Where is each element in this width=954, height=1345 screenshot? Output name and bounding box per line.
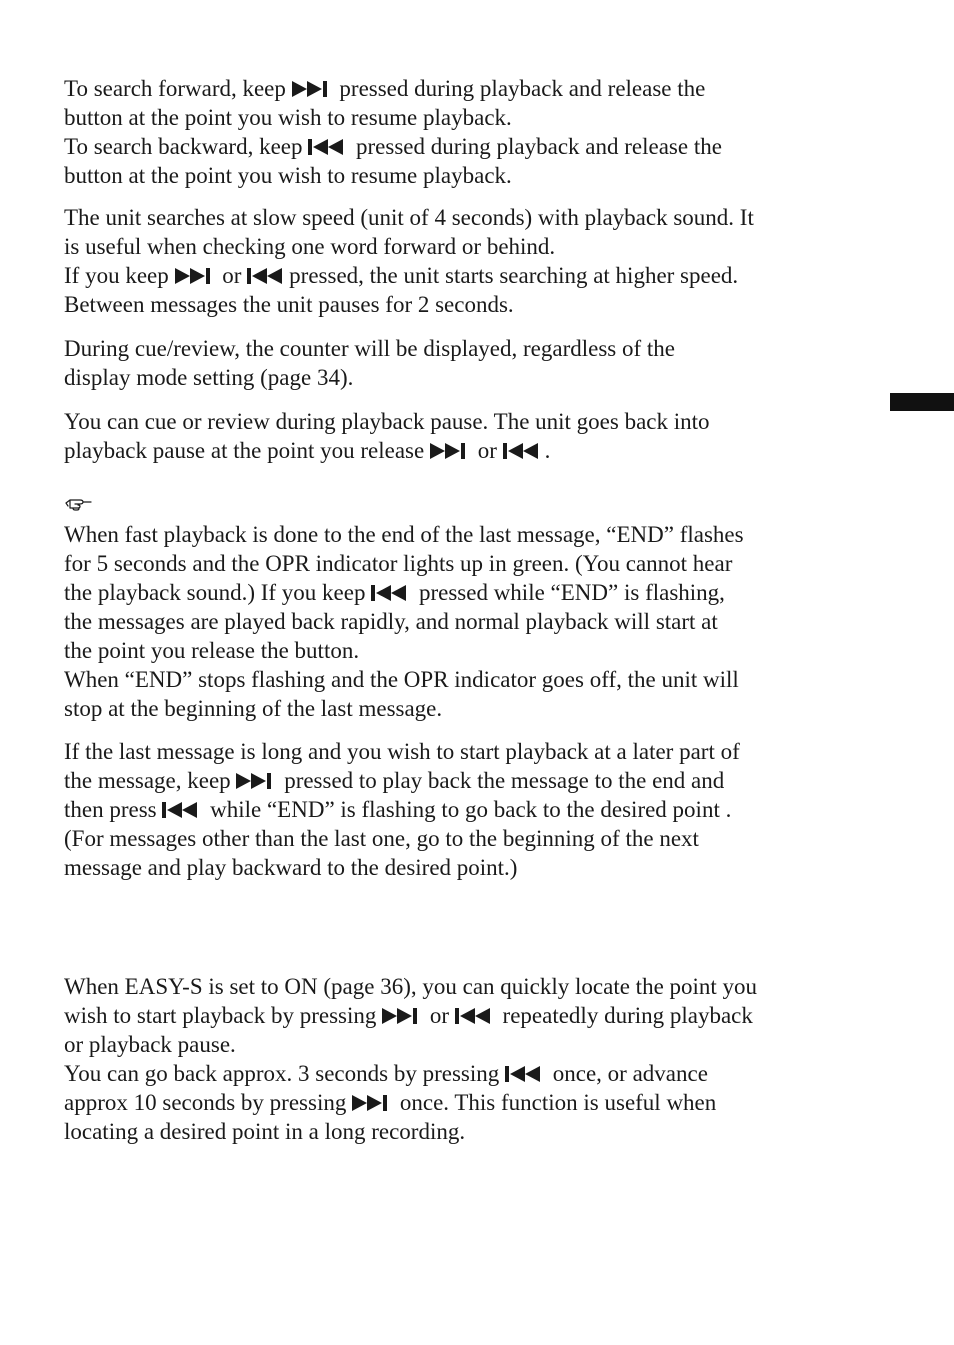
end-flash-note: When fast playback is done to the end of the last message, “END” flashes for 5 seconds and the OPR indicator lights up in green. (You cannot hear the playback sound.) If you keep pressed while “END” is flashing, the messages are played back rapidly, and normal playback will start at the point you release the button. When “END” stops flashing and the OPR indicator goes off, the unit will stop at the beginning of the last message. bbox=[64, 522, 744, 721]
rewind-icon bbox=[162, 801, 204, 819]
pause-cue-paragraph: You can cue or review during playback pause. The unit goes back into playback pause at the point you release or . bbox=[64, 409, 710, 463]
long-message-paragraph: If the last message is long and you wish to start playback at a later part of the message, keep pressed to play back the message to the end and then press while “END” is flashing to go back to the desired point . (For messages other than the last one, go to the beginning of the next message and play backward to the desired point.) bbox=[64, 739, 740, 880]
rewind-icon bbox=[455, 1007, 497, 1025]
search-instructions: To search forward, keep pressed during playback and release the button at the point you wish to resume playback. To search backward, keep pressed during playback and release the button at the point you wish to resume playback. bbox=[64, 76, 722, 188]
search-speed-paragraph: The unit searches at slow speed (unit of 4 seconds) with playback sound. It is useful when checking one word forward or behind. If you keep or pressed, the unit starts searching at higher speed. Between messages the unit pauses for 2 seconds. bbox=[64, 205, 754, 317]
fast-forward-icon bbox=[352, 1094, 394, 1112]
side-section-tab bbox=[890, 393, 954, 411]
counter-display-paragraph: During cue/review, the counter will be displayed, regardless of the display mode setting (page 34). bbox=[64, 336, 675, 390]
rewind-icon bbox=[247, 267, 289, 285]
rewind-icon bbox=[503, 442, 545, 460]
fast-forward-icon bbox=[236, 772, 278, 790]
pointing-hand-icon bbox=[64, 494, 94, 512]
fast-forward-icon bbox=[175, 267, 217, 285]
fast-forward-icon bbox=[292, 80, 334, 98]
rewind-icon bbox=[308, 138, 350, 156]
fast-forward-icon bbox=[430, 442, 472, 460]
easy-search-paragraph: When EASY-S is set to ON (page 36), you can quickly locate the point you wish to start playback by pressing or repeatedly during playback or playback pause. You can go back approx. 3 seconds by pressing once, or advance approx 10 seconds by pressing once. This function is useful when locating a desired point in a long recording. bbox=[64, 974, 758, 1144]
rewind-icon bbox=[371, 584, 413, 602]
fast-forward-icon bbox=[382, 1007, 424, 1025]
rewind-icon bbox=[505, 1065, 547, 1083]
